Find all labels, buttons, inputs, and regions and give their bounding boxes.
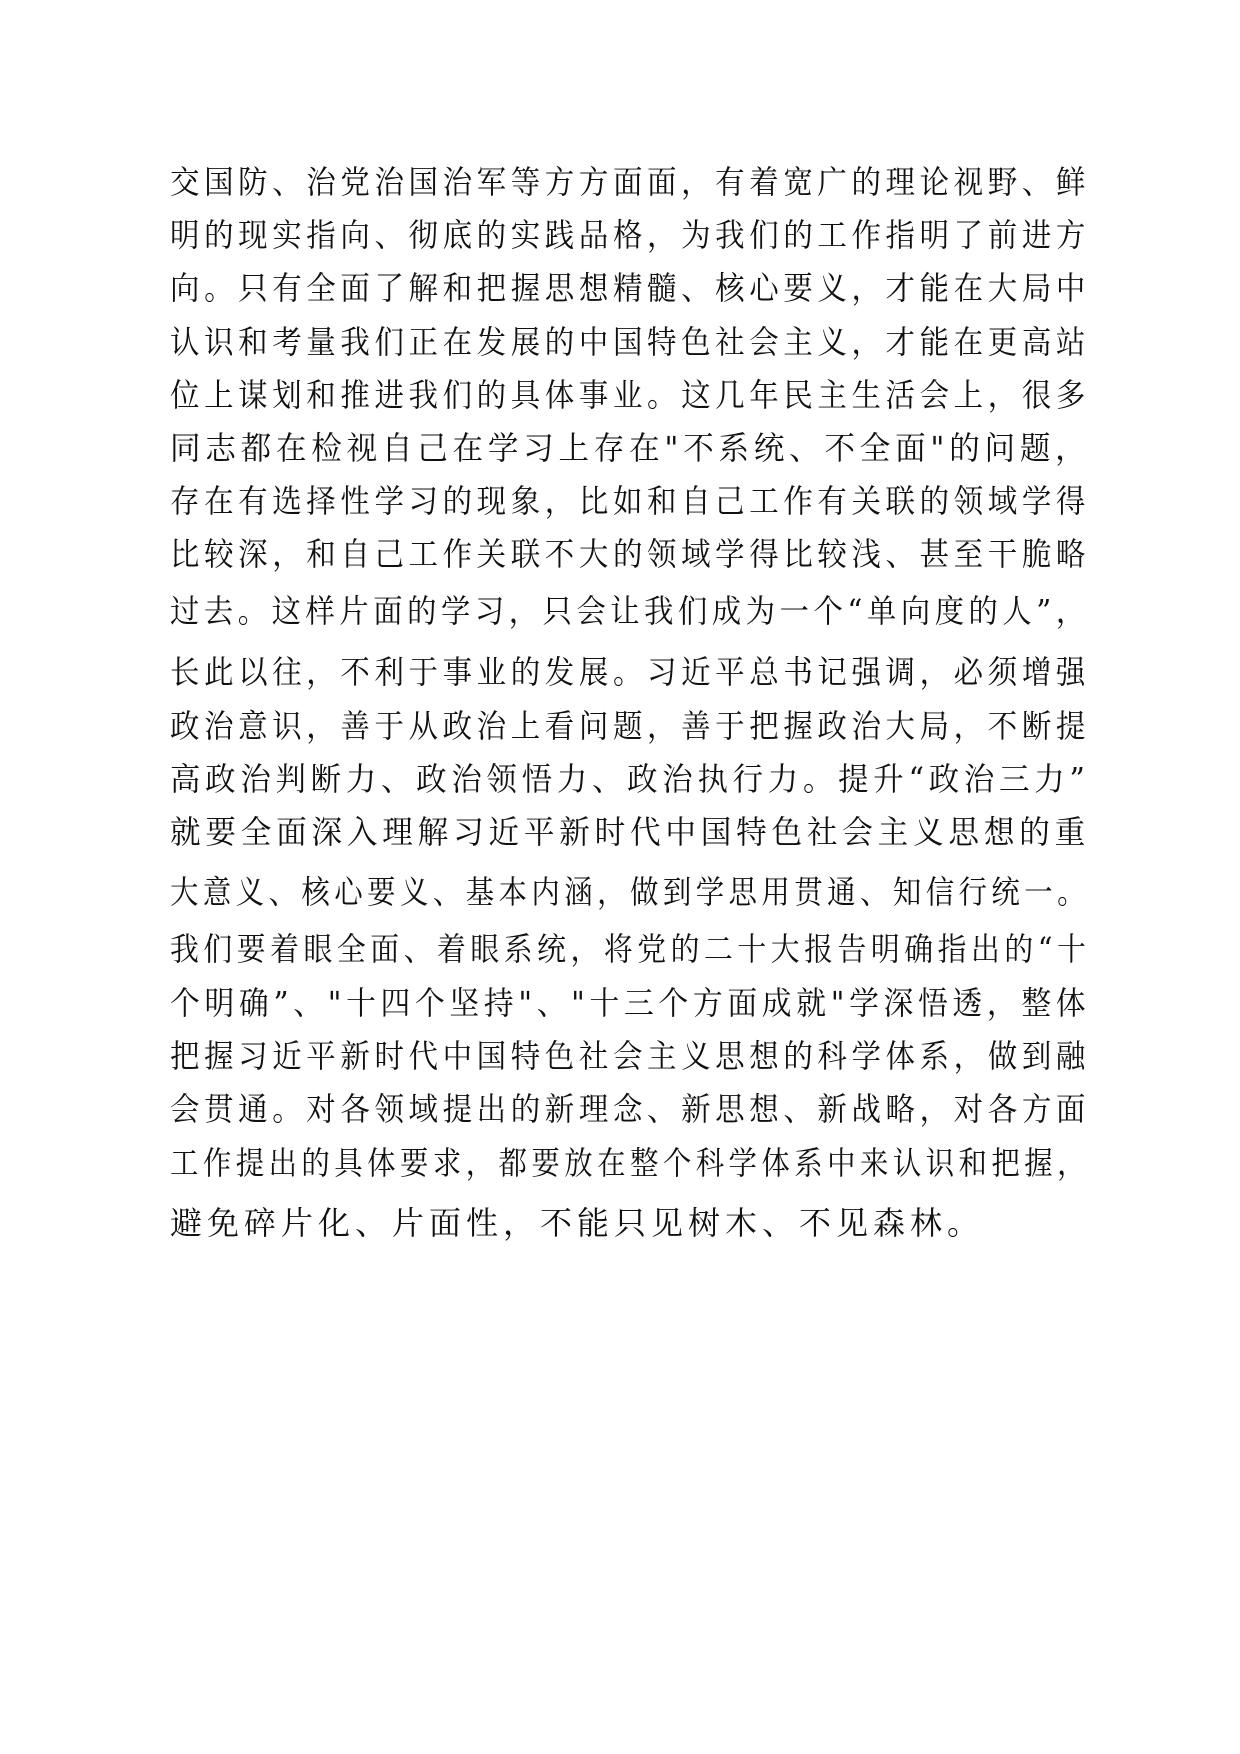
text-line-5: 位上谋划和推进我们的具体事业。这几年民主生活会上，很多 [170, 376, 1090, 414]
text-line-4: 认识和考量我们正在发展的中国特色社会主义，才能在更高站 [170, 323, 1090, 361]
text-line-14: 大意义、核心要义、基本内涵，做到学思用贯通、知信行统一。 [170, 873, 1090, 911]
text-line-6: 同志都在检视自己在学习上存在"不系统、不全面"的问题， [170, 429, 1091, 467]
text-line-3: 向。只有全面了解和把握思想精髓、核心要义，才能在大局中 [170, 269, 1090, 307]
text-line-19: 工作提出的具体要求，都要放在整个科学体系中来认识和把握， [170, 1144, 1090, 1182]
text-line-17: 把握习近平新时代中国特色社会主义思想的科学体系，做到融 [170, 1037, 1090, 1075]
text-line-10: 长此以往，不利于事业的发展。习近平总书记强调，必须增强 [170, 653, 1090, 691]
text-line-7: 存在有选择性学习的现象，比如和自己工作有关联的领域学得 [170, 482, 1090, 520]
text-line-9: 过去。这样片面的学习，只会让我们成为一个“单向度的人”， [170, 592, 1090, 630]
text-line-13: 就要全面深入理解习近平新时代中国特色社会主义思想的重 [170, 813, 1090, 851]
text-line-11: 政治意识，善于从政治上看问题，善于把握政治大局，不断提 [170, 707, 1090, 745]
text-line-12: 高政治判断力、政治领悟力、政治执行力。提升“政治三力” [170, 760, 1090, 798]
text-line-15: 我们要着眼全面、着眼系统，将党的二十大报告明确指出的“十 [170, 930, 1091, 968]
text-line-2: 明的现实指向、彻底的实践品格，为我们的工作指明了前进方 [170, 216, 1090, 254]
text-line-16: 个明确”、"十四个坚持"、"十三个方面成就"学深悟透，整体 [170, 984, 1091, 1022]
text-line-18: 会贯通。对各领域提出的新理念、新思想、新战略，对各方面 [170, 1090, 1090, 1128]
text-line-1: 交国防、治党治国治军等方方面面，有着宽广的理论视野、鲜 [170, 163, 1090, 201]
text-line-8: 比较深，和自己工作关联不大的领域学得比较浅、甚至干脆略 [170, 535, 1090, 573]
text-line-20: 避免碎片化、片面性，不能只见树木、不见森林。 [170, 1204, 985, 1242]
